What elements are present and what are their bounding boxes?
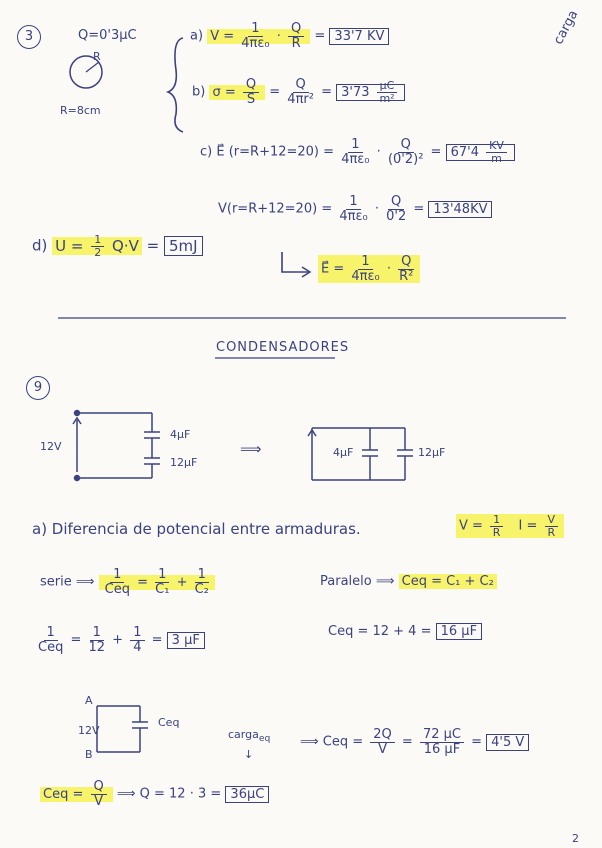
part-c: c) E⃗ (r=R+12=20) = $\frac{1}{\text{4πε₀}}$ · $\frac{Q}{\text{(0'2)²}}$ = 67'4 $\frac{KV}{m}$ (200, 138, 515, 166)
question-a: a) Diferencia de potencial entre armaduras. (32, 520, 361, 538)
result-series: 3 μF (167, 632, 205, 649)
result-d: 5mJ (164, 236, 203, 256)
charge-calc: Ceq = $\frac{Q}{V}$ ⟹ Q = 12 · 3 = 36μC (40, 780, 269, 808)
result-v: 13'48KV (428, 201, 492, 218)
cap2-label: 12μF (170, 456, 198, 469)
result-b: 3'73 $\frac{\mu C}{\text{m²}}$ (336, 84, 405, 101)
result-c: 67'4 $\frac{KV}{m}$ (446, 144, 515, 161)
ohm-formulas: V = $\frac{1}{R}$ I = $\frac{V}{R}$ (456, 514, 564, 538)
serie-formula: serie ⟹ $\frac{1}{\text{Ceq}}$ = $\frac{1}{\text{C₁}}$ + $\frac{1}{\text{C₂}}$ (40, 568, 215, 596)
radius-label: R (93, 50, 101, 63)
small-voltage: 12V (78, 724, 100, 737)
part-v: V(r=R+12=20) = $\frac{1}{\text{4πε₀}}$ · $\frac{Q}{0'2}$ = 13'48KV (218, 195, 492, 223)
result-parallel: 16 μF (436, 623, 482, 640)
down-arrow: ↓ (244, 748, 254, 761)
part-d: d) U = $\frac{1}{2}$ Q·V = 5mJ (32, 234, 203, 258)
result-a: 33'7 KV (329, 28, 389, 45)
implies-arrow: ⟹ (240, 440, 262, 458)
par-cap1-label: 4μF (333, 446, 354, 459)
problem-number-9: 9 (26, 376, 50, 400)
result-charge: 36μC (225, 786, 269, 803)
parallel-calc: Ceq = 12 + 4 = 16 μF (328, 624, 482, 639)
par-cap2-label: 12μF (418, 446, 446, 459)
voltage-label: 12V (40, 440, 62, 453)
node-b: B (85, 748, 93, 761)
cap1-label: 4μF (170, 428, 191, 441)
given-charge: Q=0'3μC (78, 28, 137, 43)
part-a: a) V = $\frac{1}{\text{4πε₀}}$ · $\frac{Q}{R}$ = 33'7 KV (190, 22, 389, 50)
e-field-formula: E⃗ = $\frac{1}{\text{4πε₀}}$ · $\frac{Q}{\text{R²}}$ (318, 255, 420, 283)
node-a: A (85, 694, 93, 707)
small-cap-label: Ceq (158, 716, 180, 729)
paralelo-formula: Paralelo ⟹ Ceq = C₁ + C₂ (320, 574, 497, 589)
corner-note: carga (551, 7, 582, 48)
result-voltage: 4'5 V (486, 734, 529, 751)
carga-label: carga$_{eq}$ (228, 728, 271, 745)
part-b: b) σ = $\frac{Q}{S}$ = $\frac{Q}{\text{4πr²}}$ = 3'73 $\frac{\mu C}{\text{m²}}$ (192, 78, 405, 106)
section-title: CONDENSADORES (216, 340, 350, 355)
circuit-parallel (308, 428, 413, 480)
page-corner-mark: 2 (572, 832, 579, 845)
circuit-small (97, 706, 148, 752)
circuit-series (73, 411, 160, 481)
given-radius: R=8cm (60, 104, 101, 117)
series-calc: $\frac{1}{\text{Ceq}}$ = $\frac{1}{12}$ + $\frac{1}{4}$ = 3 μF (35, 626, 205, 654)
problem-number: 3 (17, 25, 41, 49)
ceq-voltage-calc: ⟹ Ceq = $\frac{2Q}{V}$ = $\frac{72 \mu C}{16 \mu F}$ = 4'5 V (300, 728, 529, 756)
brace (168, 38, 183, 132)
